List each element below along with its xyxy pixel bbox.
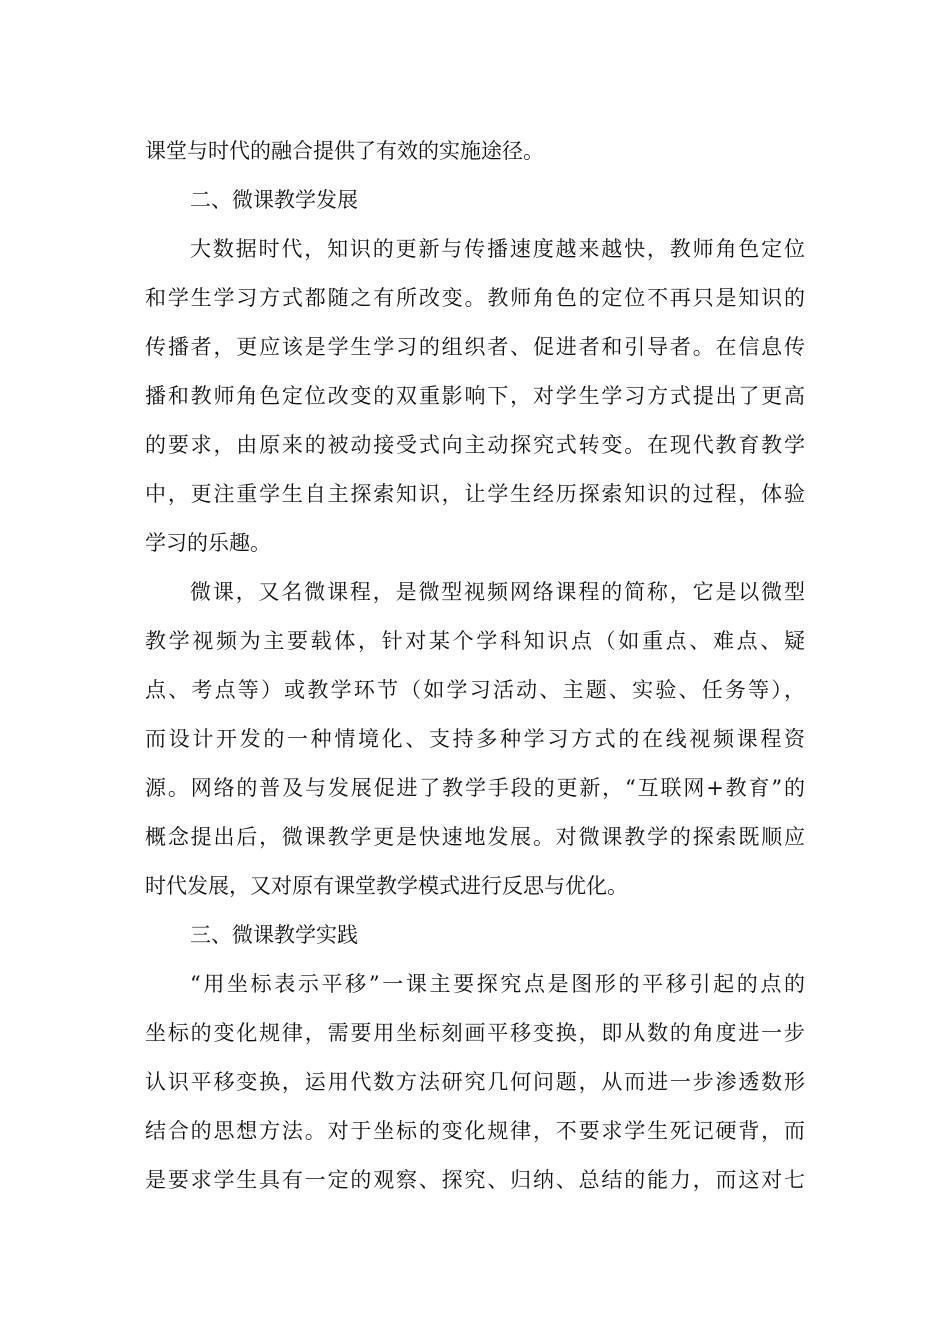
paragraph-line: 时代发展，又对原有课堂教学模式进行反思与优化。	[145, 874, 628, 898]
section-heading-2: 二、微课教学发展	[190, 188, 358, 212]
paragraph-line: 微课，又名微课程，是微型视频网络课程的简称，它是以微型	[190, 580, 805, 604]
paragraph-line: 学习的乐趣。	[145, 531, 271, 555]
section-heading-3: 三、微课教学实践	[190, 923, 358, 947]
paragraph-line: “用坐标表示平移”一课主要探究点是图形的平移引起的点的	[190, 972, 805, 996]
paragraph-line: 的要求，由原来的被动接受式向主动探究式转变。在现代教育教学	[145, 433, 805, 457]
paragraph-line: 传播者，更应该是学生学习的组织者、促进者和引导者。在信息传	[145, 335, 805, 359]
paragraph-line: 中，更注重学生自主探索知识，让学生经历探索知识的过程，体验	[145, 482, 805, 506]
paragraph-line: 源。网络的普及与发展促进了教学手段的更新，“互联网+教育”的	[145, 776, 805, 800]
paragraph-line: 播和教师角色定位改变的双重影响下，对学生学习方式提出了更高	[145, 384, 805, 408]
paragraph-line: 和学生学习方式都随之有所改变。教师角色的定位不再只是知识的	[145, 286, 805, 310]
paragraph-line: 而设计开发的一种情境化、支持多种学习方式的在线视频课程资	[145, 727, 805, 751]
paragraph-line: 点、考点等）或教学环节（如学习活动、主题、实验、任务等），	[145, 678, 805, 702]
paragraph-line: 课堂与时代的融合提供了有效的实施途径。	[145, 139, 544, 163]
paragraph-line: 结合的思想方法。对于坐标的变化规律，不要求学生死记硬背，而	[145, 1119, 805, 1143]
paragraph-line: 教学视频为主要载体，针对某个学科知识点（如重点、难点、疑	[145, 629, 805, 653]
paragraph-line: 大数据时代，知识的更新与传播速度越来越快，教师角色定位	[190, 237, 805, 261]
paragraph-line: 认识平移变换，运用代数方法研究几何问题，从而进一步渗透数形	[145, 1070, 805, 1094]
paragraph-line: 概念提出后，微课教学更是快速地发展。对微课教学的探索既顺应	[145, 825, 805, 849]
paragraph-line: 坐标的变化规律，需要用坐标刻画平移变换，即从数的角度进一步	[145, 1021, 805, 1045]
paragraph-line: 是要求学生具有一定的观察、探究、归纳、总结的能力，而这对七	[145, 1168, 805, 1192]
